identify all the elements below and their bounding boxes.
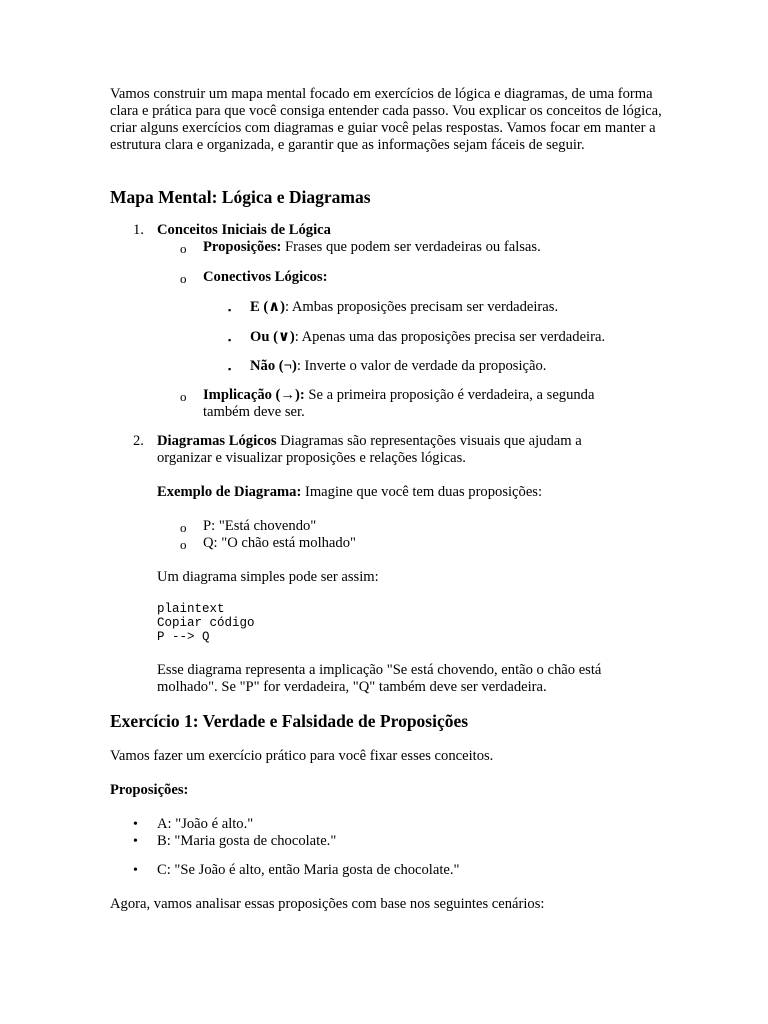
proposicoes-item: [203, 239, 541, 256]
intro-paragraph: Vamos construir um mapa mental focado em exercícios de lógica e diagramas, de uma forma clara e prática para que você consiga entender cada passo. Vou explicar os conceitos de lógica, criar alguns exercícios com diagramas e guiar você pelas respostas. Vamos focar em manter a estrutura clara e organizada, e garantir que as informações sejam fáceis de seguir.: [110, 86, 662, 153]
proposicoes-heading: Proposições:: [110, 782, 189, 798]
proposicoes-label: Proposições:: [203, 239, 282, 255]
section2-line2: organizar e visualizar proposições e relações lógicas.: [157, 450, 466, 466]
exercise-prop-c: C: "Se João é alto, então Maria gosta de chocolate.": [157, 862, 460, 878]
connective-label: E (∧): [250, 299, 285, 315]
bullet-marker: o: [180, 271, 187, 286]
proposicoes-text: Frases que podem ser verdadeiras ou falsas.: [281, 239, 541, 255]
connective-text: : Inverte o valor de verdade da proposição.: [296, 358, 547, 374]
exercise-prop-b: B: "Maria gosta de chocolate.": [157, 833, 337, 849]
bullet-marker: o: [180, 537, 187, 552]
section2-title: Diagramas Lógicos: [157, 433, 277, 449]
square-bullet: ▪: [228, 305, 232, 315]
prop-q: Q: "O chão está molhado": [203, 535, 356, 551]
section2-text: Diagramas são representações visuais que ajudam a: [276, 433, 582, 449]
implicacao-item: [203, 387, 594, 404]
bullet-marker: o: [180, 241, 187, 256]
list-number-2: 2.: [133, 433, 144, 449]
bullet-dot: •: [133, 863, 138, 878]
exercise-intro: Vamos fazer um exercício prático para você fixar esses conceitos.: [110, 748, 494, 764]
prop-p: P: "Está chovendo": [203, 518, 317, 534]
bullet-dot: •: [133, 817, 138, 832]
explain-line2: molhado". Se "P" for verdadeira, "Q" também deve ser verdadeira.: [157, 679, 547, 695]
closing-text: Agora, vamos analisar essas proposições com base nos seguintes cenários:: [110, 896, 545, 912]
connective-text: : Ambas proposições precisam ser verdadeiras.: [284, 299, 559, 315]
implicacao-text-cont: também deve ser.: [203, 404, 305, 420]
square-bullet: ▪: [228, 364, 232, 374]
implicacao-text: Se a primeira proposição é verdadeira, a segunda: [304, 387, 595, 403]
exercise-prop-a: A: "João é alto.": [157, 816, 254, 832]
section1-title: Conceitos Iniciais de Lógica: [157, 222, 331, 238]
exemplo-paragraph: [157, 484, 542, 501]
implicacao-label: Implicação (→):: [203, 387, 305, 403]
simple-diagram-text: Um diagrama simples pode ser assim:: [157, 569, 379, 585]
heading-mapa-mental: Mapa Mental: Lógica e Diagramas: [110, 187, 371, 207]
list-number-1: 1.: [133, 222, 144, 238]
exemplo-label: Exemplo de Diagrama:: [157, 484, 302, 500]
bullet-marker: o: [180, 389, 187, 404]
section2-line1: [157, 433, 582, 450]
copy-code-button[interactable]: Copiar código: [157, 616, 255, 630]
heading-exercicio-1: Exercício 1: Verdade e Falsidade de Proposições: [110, 711, 469, 731]
square-bullet: ▪: [228, 335, 232, 345]
bullet-marker: o: [180, 520, 187, 535]
explain-line1: Esse diagrama representa a implicação "Se está chovendo, então o chão está: [157, 662, 602, 678]
connective-and: [250, 299, 558, 316]
connective-text: : Apenas uma das proposições precisa ser verdadeira.: [294, 329, 606, 345]
connective-not: [250, 358, 546, 375]
connective-label: Ou (∨): [250, 329, 295, 345]
code-line: P --> Q: [157, 630, 210, 644]
conectivos-label: Conectivos Lógicos:: [203, 269, 328, 285]
code-line: plaintext: [157, 602, 225, 616]
connective-label: Não (¬): [250, 358, 297, 374]
code-block: [157, 602, 255, 644]
connective-or: [250, 329, 605, 346]
exemplo-text: Imagine que você tem duas proposições:: [301, 484, 543, 500]
bullet-dot: •: [133, 834, 138, 849]
